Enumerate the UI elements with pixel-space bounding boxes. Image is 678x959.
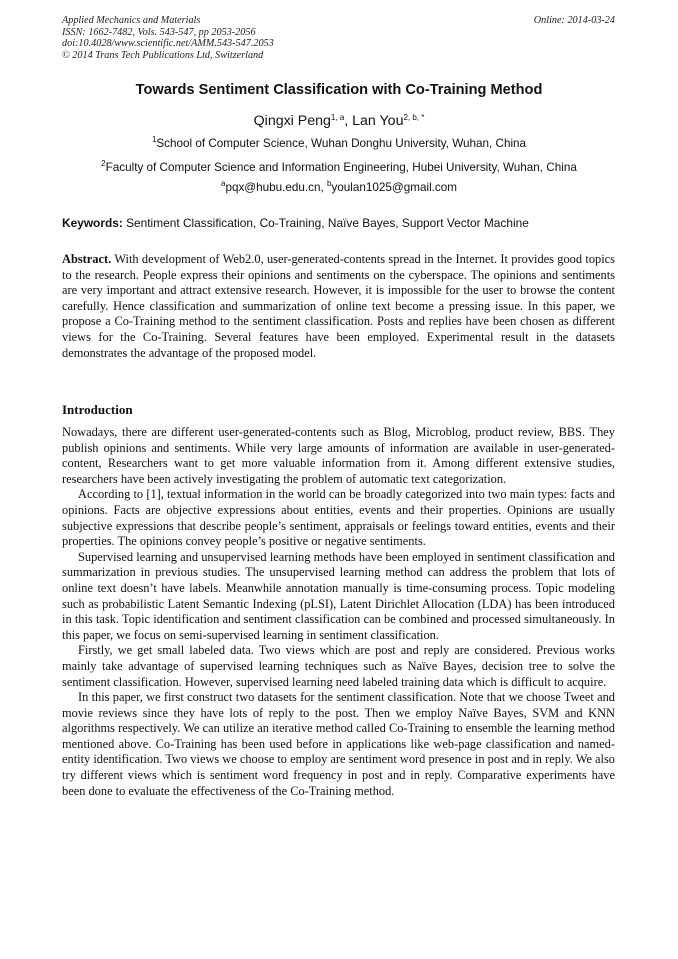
author-1: Qingxi Peng — [253, 113, 331, 129]
affiliation-2-text: Faculty of Computer Science and Information Engineering, Hubei University, Wuhan, China — [105, 161, 577, 174]
section-heading-introduction: Introduction — [62, 402, 133, 417]
author-2: Lan You — [352, 113, 404, 129]
author-emails — [20, 181, 658, 194]
email-2: youlan1025@gmail.com — [331, 181, 457, 194]
intro-paragraph: Nowadays, there are different user-generated-contents such as Blog, Microblog, product review, BBS. They publish opinions and sentiments. While very large amounts of information are available in user-generated-content, Researchers want to get more valuable information from it. Among different extensive studies, researchers have been actively investigating the problem of automatic text categorization. — [62, 425, 615, 486]
online-date: Online: 2014-03-24 — [533, 15, 615, 26]
keywords — [62, 216, 622, 230]
email-2-mark: b — [326, 179, 332, 188]
affiliation-2 — [20, 161, 658, 174]
author-separator: , — [344, 113, 353, 129]
journal-name: Applied Mechanics and Materials — [62, 15, 201, 26]
affiliation-1-mark: 1 — [151, 135, 157, 144]
intro-paragraph: Firstly, we get small labeled data. Two views which are post and reply are considered. Previous works mainly take advantage of supervised learning techniques such as Naïve Bayes, decision tree to solve the sentiment classification. However, supervised learning need labeled training data which is difficult to acquire. — [62, 643, 615, 689]
paper-title: Towards Sentiment Classification with Co-Training Method — [135, 82, 543, 98]
journal-issn: ISSN: 1662-7482, Vols. 543-547, pp 2053-2056 — [62, 26, 256, 38]
intro-paragraph: According to [1], textual information in the world can be broadly categorized into two main types: facts and opinions. Facts are objective expressions about entities, events and their properties. Opinions are usually subjective expressions that describe people’s sentiment, appraisals or feelings toward entities, events and their properties. The opinions convey people’s positive or negative sentiments. — [62, 487, 615, 549]
author-line — [40, 113, 638, 129]
affiliation-2-mark: 2 — [101, 159, 106, 168]
author-1-affiliation-mark: 1, a — [330, 113, 345, 122]
intro-paragraph: Supervised learning and unsupervised learning methods have been employed in sentiment classification and summarization in previous studies. The unsupervised learning method can address the problem that lots of online text doesn’t have labels. Meanwhile annotation manually is time-consuming process. Topic modeling such as probabilistic Latent Semantic Indexing (pLSI), Latent Dirichlet Allocation (LDA) has been introduced in this task. Topic identification and sentiment classification can be combined and processed simultaneously. In this paper, we focus on semi-supervised learning in sentiment classification. — [62, 549, 615, 642]
journal-header — [62, 15, 615, 61]
keywords-label: Keywords: — [62, 216, 123, 230]
email-1: pqx@hubu.edu.cn, — [225, 181, 327, 194]
journal-copyright: © 2014 Trans Tech Publications Ltd, Switzerland — [62, 49, 264, 61]
introduction-body — [62, 425, 615, 799]
affiliation-1-text: School of Computer Science, Wuhan Donghu University, Wuhan, China — [156, 137, 527, 150]
journal-doi: doi:10.4028/www.scientific.net/AMM.543-547.2053 — [62, 38, 274, 50]
abstract-label: Abstract. — [62, 252, 112, 266]
affiliation-1 — [20, 137, 658, 150]
abstract-text: With development of Web2.0, user-generated-contents spread in the Internet. It provides good topics to the research. People express their opinions and sentiments on the cyberspace. The opinions and sentiments are very important and attract extensive research. However, it is impossible for the user to browse the content carefully. Hence classification and summarization of online text become a pressing issue. In this paper, we propose a Co-Training method to the sentiment classification. Posts and replies have been chosen as different views for the Co-Training. Several features have been employed. Experimental result in the datasets demonstrates the advantage of the proposed model. — [62, 252, 615, 360]
intro-paragraph: In this paper, we first construct two datasets for the sentiment classification. Note that we choose Tweet and movie reviews since they have lots of reply to the post. Then we employ Naïve Bayes, SVM and KNN algorithms respectively. We can utilize an iterative method called Co-Training to ensemble the learning method mentioned above. Co-Training has been used before in applications like web-page classification and named- entity identification. Two views we choose to employ are sentiment word presence in post and in reply. We also try different views which is sentiment word frequency in post and in reply. Comparative experiments have been done to evaluate the effectiveness of the Co-Training method. — [62, 690, 615, 798]
abstract — [62, 252, 615, 361]
author-2-affiliation-mark: 2, b, * — [403, 113, 425, 122]
email-1-mark: a — [220, 179, 226, 188]
keywords-text: Sentiment Classification, Co-Training, Naïve Bayes, Support Vector Machine — [122, 216, 529, 230]
